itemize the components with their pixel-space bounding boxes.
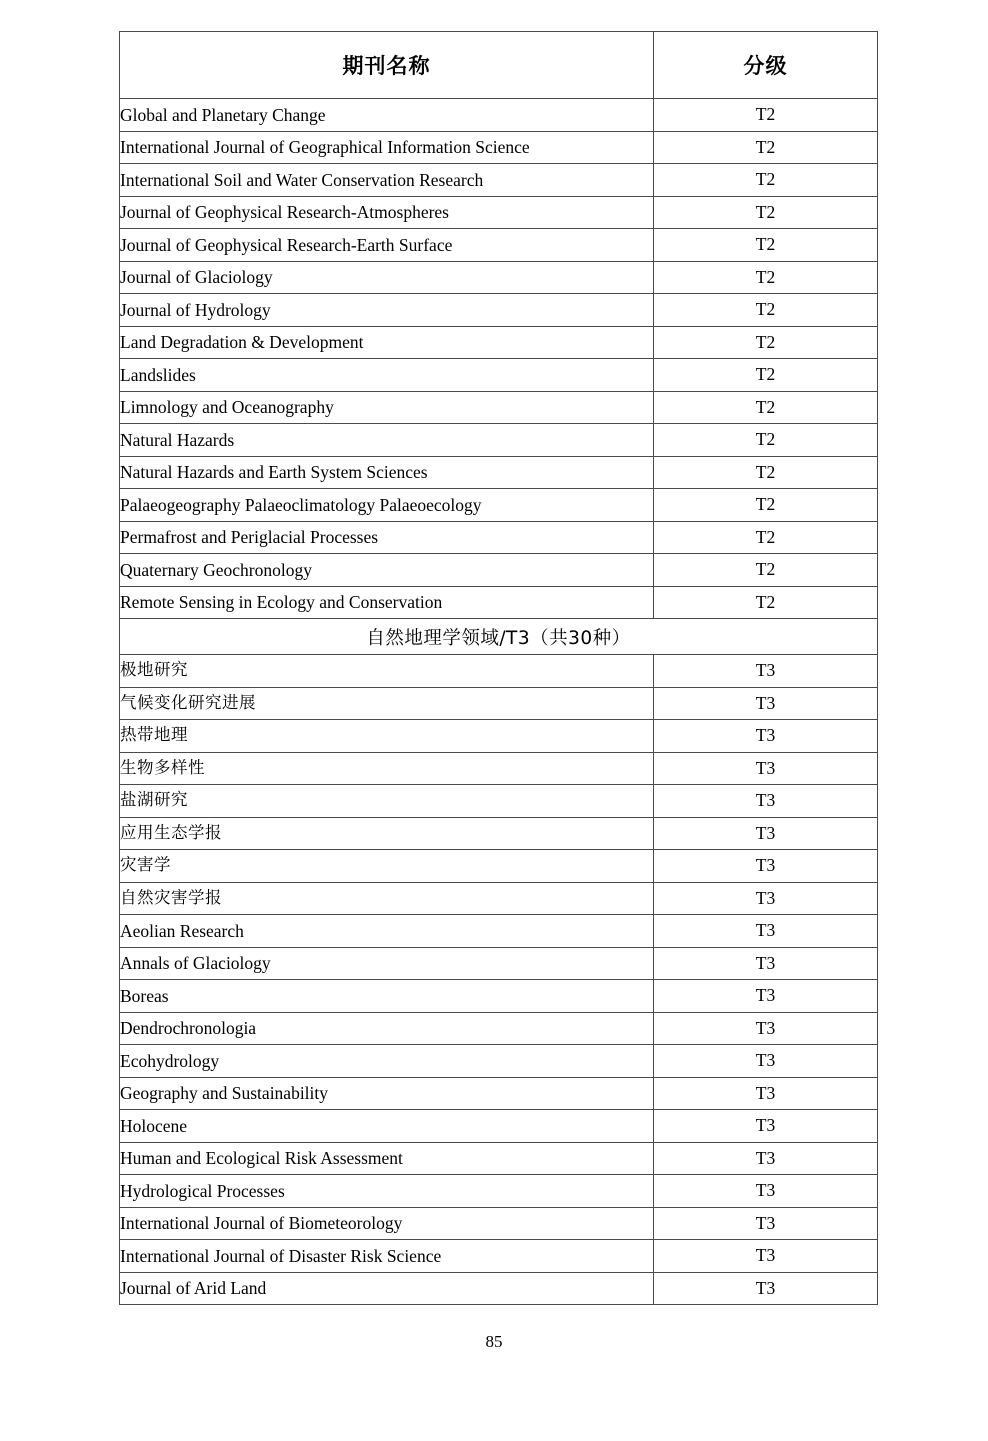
journal-name-cell: Quaternary Geochronology (120, 554, 654, 587)
journal-name-cell: Geography and Sustainability (120, 1077, 654, 1110)
section-divider-cell (120, 619, 878, 655)
column-header-journal-name: 期刊名称 (120, 32, 654, 99)
table-row (120, 1272, 878, 1305)
table-row (120, 229, 878, 262)
page-number: 85 (485, 1332, 503, 1351)
table-row (120, 1110, 878, 1143)
table-row (120, 1012, 878, 1045)
table-row (120, 196, 878, 229)
journal-tier-cell: T2 (654, 391, 878, 424)
table-row (120, 489, 878, 522)
journal-name-cell: 生物多样性 (120, 752, 654, 785)
journal-tier-cell: T3 (654, 850, 878, 883)
journal-tier-cell: T3 (654, 947, 878, 980)
journal-name-cell: 自然灾害学报 (120, 882, 654, 915)
column-header-tier: 分级 (654, 32, 878, 99)
journal-tier-cell: T3 (654, 1110, 878, 1143)
table-row (120, 359, 878, 392)
journal-tier-cell: T2 (654, 99, 878, 132)
table-row (120, 720, 878, 753)
table-row (120, 1142, 878, 1175)
journal-name-cell: 热带地理 (120, 720, 654, 753)
journal-tier-cell: T3 (654, 915, 878, 948)
journal-name-cell: International Journal of Geographical Information Science (120, 131, 654, 164)
journal-name-cell: Boreas (120, 980, 654, 1013)
journal-tier-cell: T2 (654, 261, 878, 294)
journal-tier-cell: T2 (654, 521, 878, 554)
journal-name-cell: Landslides (120, 359, 654, 392)
table-row (120, 261, 878, 294)
table-row (120, 131, 878, 164)
journal-tier-cell: T3 (654, 1012, 878, 1045)
journal-tier-cell: T3 (654, 655, 878, 688)
journal-name-cell: 气候变化研究进展 (120, 687, 654, 720)
journal-tier-cell: T2 (654, 554, 878, 587)
table-row (120, 294, 878, 327)
journal-tier-cell: T3 (654, 1240, 878, 1273)
journal-tier-cell: T2 (654, 229, 878, 262)
table-body (120, 99, 878, 1305)
journal-tier-cell: T2 (654, 359, 878, 392)
table-row (120, 1077, 878, 1110)
journal-tier-cell: T2 (654, 456, 878, 489)
journal-name-cell: Journal of Arid Land (120, 1272, 654, 1305)
journal-name-cell: International Journal of Disaster Risk Science (120, 1240, 654, 1273)
table-row (120, 947, 878, 980)
table-header-row (120, 32, 878, 99)
journal-name-cell: Global and Planetary Change (120, 99, 654, 132)
table-row (120, 1175, 878, 1208)
journal-name-cell: International Journal of Biometeorology (120, 1207, 654, 1240)
journal-tier-cell: T2 (654, 196, 878, 229)
journal-name-cell: 盐湖研究 (120, 785, 654, 818)
journal-tier-cell: T3 (654, 1045, 878, 1078)
journal-tier-cell: T2 (654, 489, 878, 522)
journal-name-cell: Holocene (120, 1110, 654, 1143)
journal-name-cell: Limnology and Oceanography (120, 391, 654, 424)
journal-name-cell: Permafrost and Periglacial Processes (120, 521, 654, 554)
journal-name-cell: Human and Ecological Risk Assessment (120, 1142, 654, 1175)
journal-name-cell: Natural Hazards (120, 424, 654, 457)
journal-tier-cell: T2 (654, 586, 878, 619)
table-row (120, 980, 878, 1013)
journal-ranking-table-container (119, 31, 877, 1305)
journal-tier-cell: T3 (654, 1077, 878, 1110)
table-row (120, 164, 878, 197)
journal-name-cell: Journal of Geophysical Research-Atmospheres (120, 196, 654, 229)
table-row (120, 1240, 878, 1273)
journal-name-cell: Journal of Geophysical Research-Earth Surface (120, 229, 654, 262)
journal-tier-cell: T3 (654, 1175, 878, 1208)
table-row (120, 391, 878, 424)
journal-name-cell: Aeolian Research (120, 915, 654, 948)
table-row (120, 424, 878, 457)
table-row (120, 655, 878, 688)
journal-tier-cell: T3 (654, 1207, 878, 1240)
journal-name-cell: Ecohydrology (120, 1045, 654, 1078)
journal-tier-cell: T2 (654, 131, 878, 164)
table-row (120, 687, 878, 720)
journal-tier-cell: T2 (654, 164, 878, 197)
journal-name-cell: Annals of Glaciology (120, 947, 654, 980)
journal-name-cell: 极地研究 (120, 655, 654, 688)
table-row (120, 752, 878, 785)
journal-name-cell: Palaeogeography Palaeoclimatology Palaeoecology (120, 489, 654, 522)
journal-name-cell: 应用生态学报 (120, 817, 654, 850)
journal-tier-cell: T3 (654, 1272, 878, 1305)
journal-name-cell: Journal of Hydrology (120, 294, 654, 327)
table-row (120, 850, 878, 883)
table-row (120, 817, 878, 850)
journal-name-cell: International Soil and Water Conservation Research (120, 164, 654, 197)
table-row (120, 586, 878, 619)
table-row (120, 915, 878, 948)
journal-name-cell: Journal of Glaciology (120, 261, 654, 294)
journal-name-cell: Remote Sensing in Ecology and Conservation (120, 586, 654, 619)
journal-tier-cell: T3 (654, 752, 878, 785)
table-row (120, 785, 878, 818)
journal-tier-cell: T2 (654, 294, 878, 327)
table-row (120, 1045, 878, 1078)
table-row (120, 1207, 878, 1240)
journal-tier-cell: T3 (654, 687, 878, 720)
journal-tier-cell: T3 (654, 817, 878, 850)
journal-name-cell: 灾害学 (120, 850, 654, 883)
journal-tier-cell: T3 (654, 720, 878, 753)
journal-ranking-table (119, 31, 878, 1305)
journal-tier-cell: T3 (654, 882, 878, 915)
table-row (120, 99, 878, 132)
journal-name-cell: Dendrochronologia (120, 1012, 654, 1045)
table-row (120, 882, 878, 915)
table-row (120, 326, 878, 359)
journal-tier-cell: T3 (654, 1142, 878, 1175)
table-row (120, 554, 878, 587)
journal-name-cell: Hydrological Processes (120, 1175, 654, 1208)
journal-tier-cell: T3 (654, 980, 878, 1013)
table-header (120, 32, 878, 99)
journal-name-cell: Natural Hazards and Earth System Sciences (120, 456, 654, 489)
table-row (120, 456, 878, 489)
journal-name-cell: Land Degradation & Development (120, 326, 654, 359)
journal-tier-cell: T2 (654, 326, 878, 359)
journal-tier-cell: T3 (654, 785, 878, 818)
journal-tier-cell: T2 (654, 424, 878, 457)
section-divider-label: 自然地理学领域/T3（共30种） (366, 627, 631, 649)
section-divider-row (120, 619, 878, 655)
table-row (120, 521, 878, 554)
